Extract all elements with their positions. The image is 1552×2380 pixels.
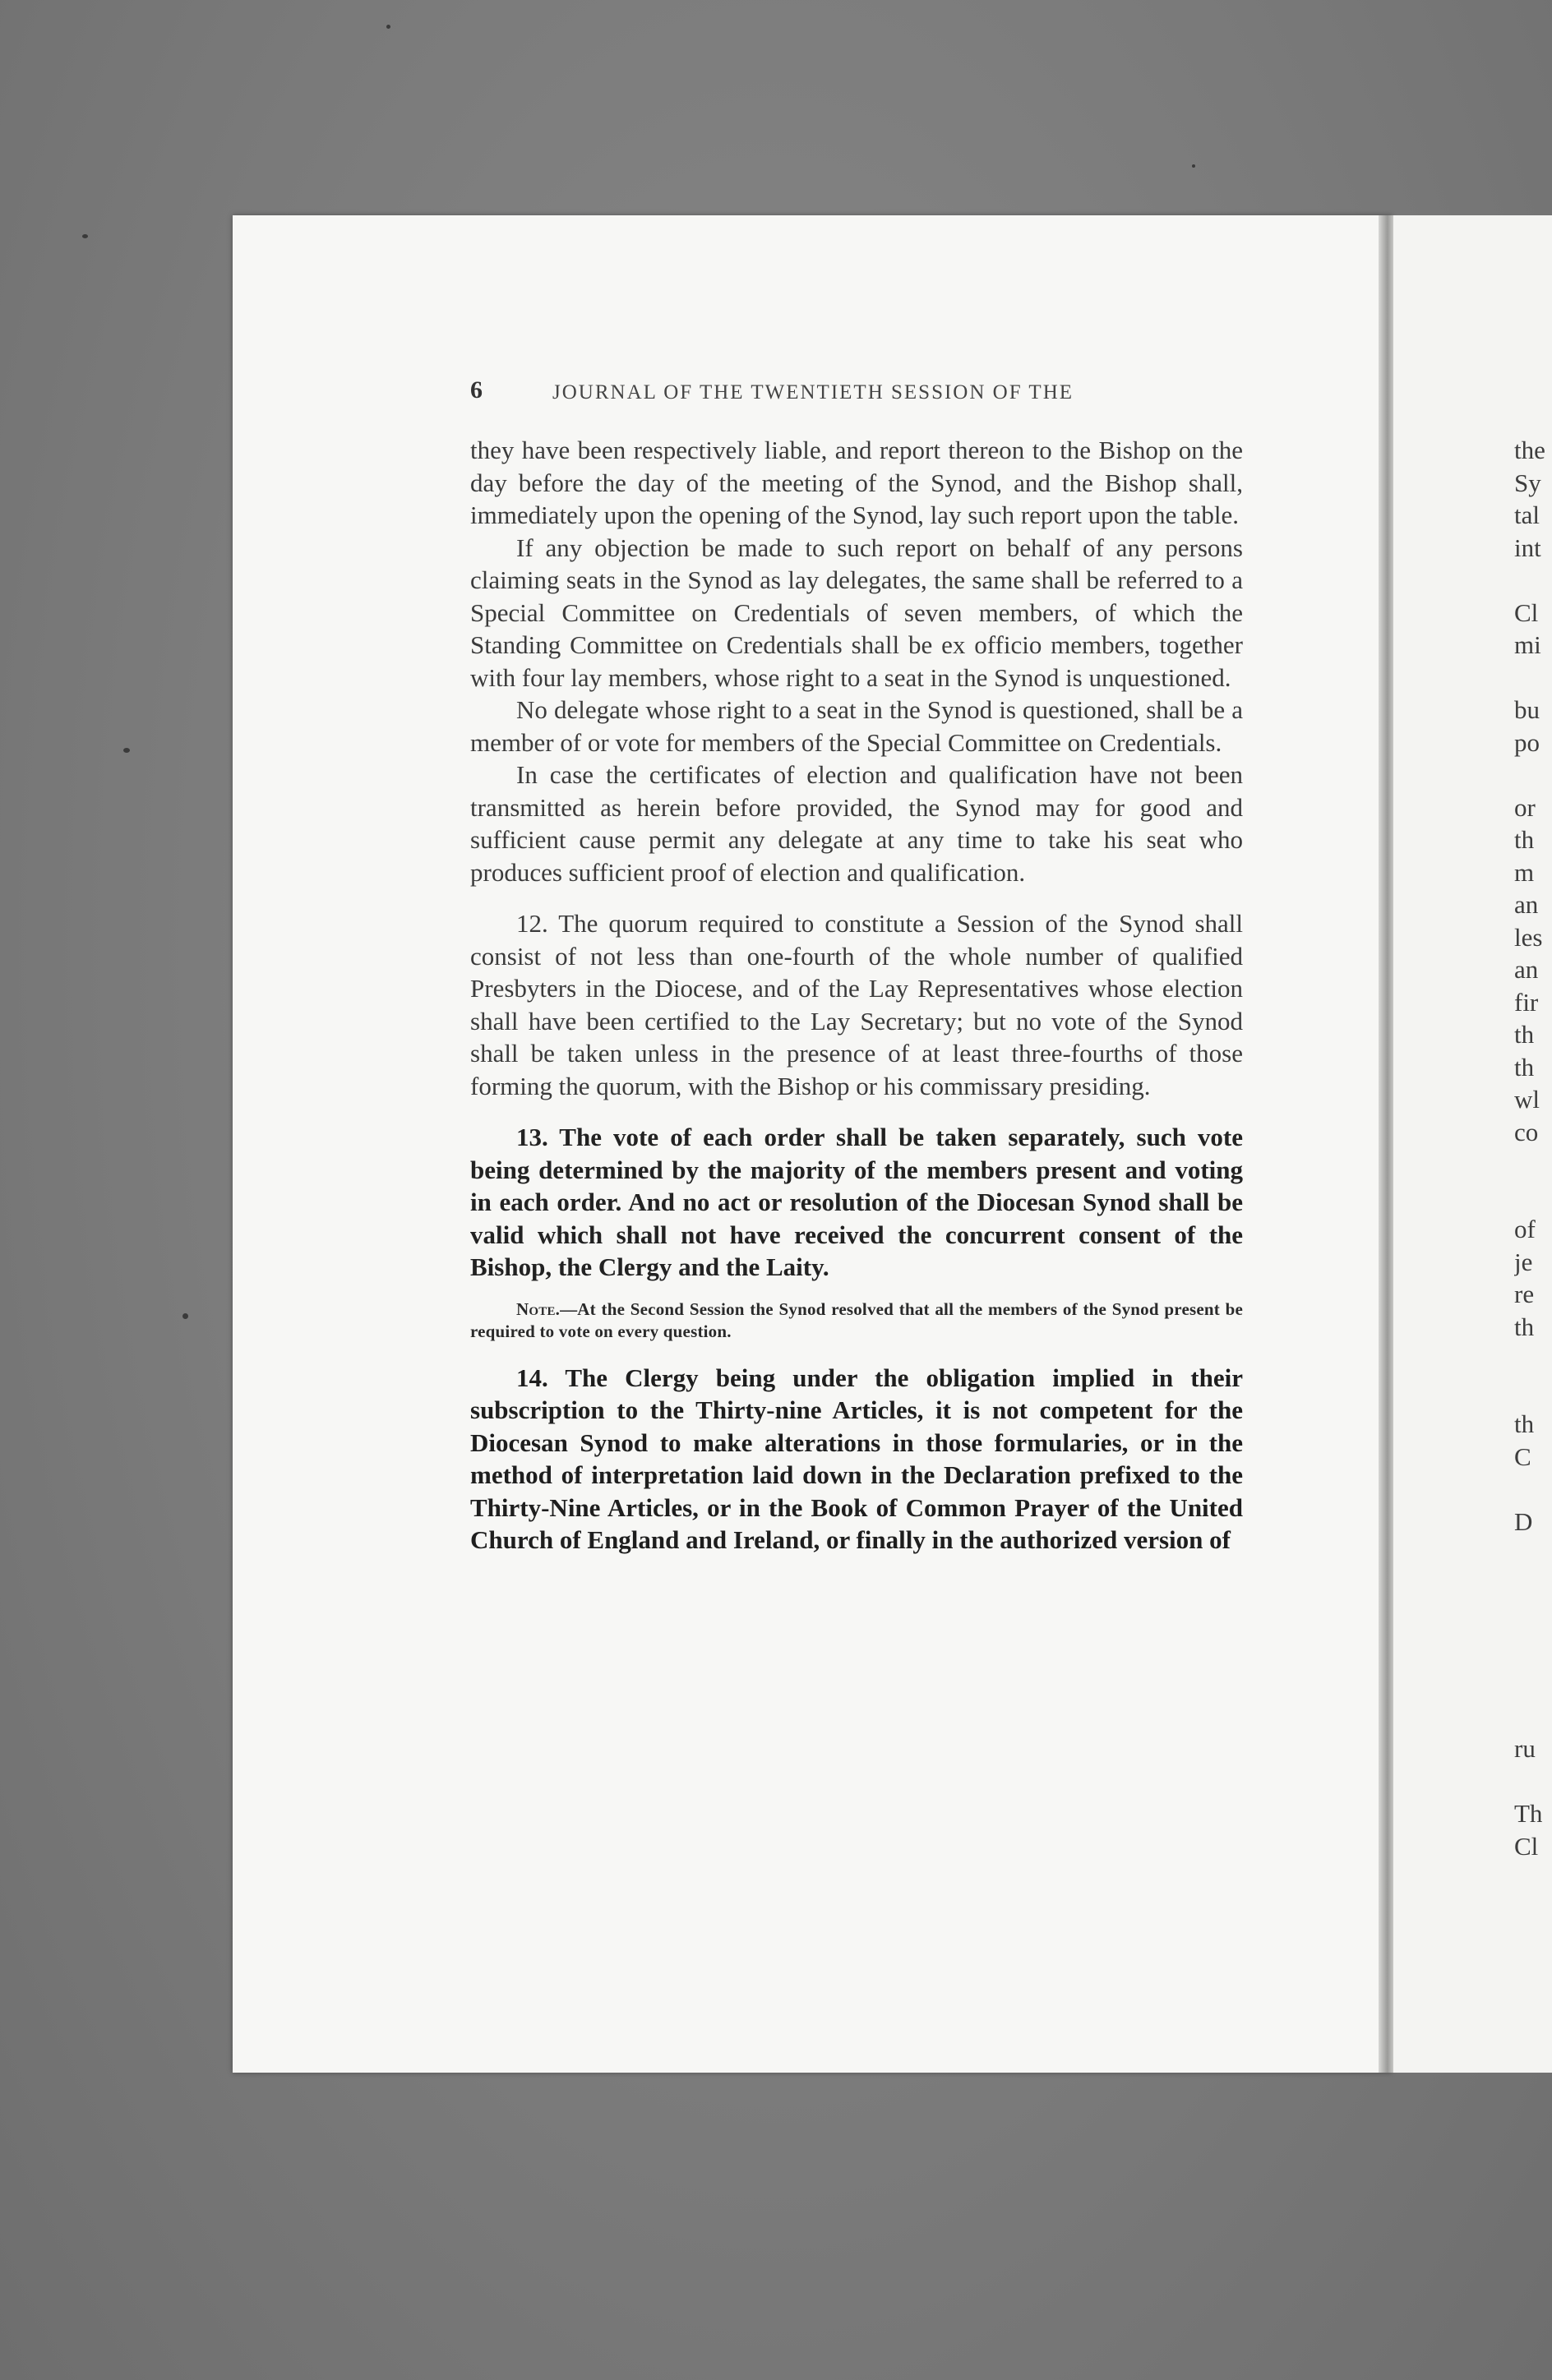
facing-page-fragment — [1514, 759, 1552, 791]
facing-page-fragment: Sy — [1514, 468, 1541, 497]
facing-page-fragment: an — [1514, 890, 1539, 919]
facing-page-fragment: co — [1514, 1117, 1539, 1146]
facing-page-fragment: re — [1514, 1280, 1535, 1308]
dust-speck — [1192, 164, 1195, 168]
facing-page-fragment — [1514, 1148, 1552, 1181]
facing-page-fragment: th — [1514, 1409, 1535, 1438]
dust-speck — [182, 1313, 188, 1319]
facing-page-fragment: th — [1514, 1052, 1535, 1082]
facing-page-fragment — [1514, 1700, 1552, 1733]
header-title: JOURNAL OF THE TWENTIETH SESSION OF THE — [552, 381, 1074, 404]
facing-page-fragments — [1514, 434, 1552, 1862]
facing-page-fragment: an — [1514, 955, 1539, 984]
facing-page-fragment: th — [1514, 1312, 1535, 1341]
facing-page-fragment — [1514, 1538, 1552, 1571]
paragraph: In case the certificates of election and qualification have not been transmitted as herein before provided, the Synod may for good and sufficient cause permit any delegate at any time to take his seat who produces sufficient proof of election and qualification. — [470, 760, 1243, 887]
section-14: 14. The Clergy being under the obligation implied in their subscription to the Thirty-nine Articles, it is not competent for the Diocesan Synod to make alterations in those formularies, or in the method of interpretation laid down in the Declaration prefixed to the Thirty-Nine Articles, or in the Book of Common Prayer of the United Church of England and Ireland, or finally in the authorized version of — [470, 1363, 1243, 1554]
facing-page-fragment — [1514, 564, 1552, 597]
facing-page-fragment: ru — [1514, 1734, 1536, 1763]
facing-page-fragment — [1514, 1765, 1552, 1798]
running-header — [470, 376, 1226, 413]
dust-speck — [386, 25, 390, 29]
section-12: 12. The quorum required to constitute a Session of the Synod shall consist of not less than one-fourth of the whole number of qualified Presbyters in the Diocese, and of the Lay Representatives whose election shall have been certified to the Lay Secretary; but no vote of the Synod shall be taken unless in the presence of at least three-fourths of those forming the quorum, with the Bishop or his commissary presiding. — [470, 909, 1243, 1100]
facing-page-fragment — [1514, 1376, 1552, 1409]
facing-page-fragment: Cl — [1514, 597, 1539, 627]
facing-page-fragment — [1514, 1635, 1552, 1668]
note-text: —At the Second Session the Synod resolved that all the members of the Synod present be required to vote on every question. — [470, 1298, 1243, 1341]
facing-page-fragment — [1514, 1667, 1552, 1700]
paragraph: they have been respectively liable, and report thereon to the Bishop on the day before the day of the meeting of the Synod, and the Bishop shall, immediately upon the opening of the Synod, lay such report upon the table. — [470, 436, 1243, 529]
facing-page-fragment — [1514, 662, 1552, 694]
facing-page-fragment: mi — [1514, 630, 1541, 659]
paragraph: No delegate whose right to a seat in the Synod is questioned, shall be a member of or vote for members of the Special Committee on Credentials. — [470, 695, 1243, 757]
facing-page-fragment: C — [1514, 1441, 1531, 1471]
facing-page-fragment: Th — [1514, 1799, 1543, 1828]
section-13: 13. The vote of each order shall be taken separately, such vote being determined by the majority of the members present and voting in each order. And no act or resolution of the Diocesan Synod shall be valid which shall not have received the concurrent consent of the Bishop, the Clergy and the Laity. — [470, 1123, 1243, 1281]
facing-page-fragment: D — [1514, 1506, 1533, 1536]
facing-page-fragment — [1514, 1603, 1552, 1635]
facing-page-fragment — [1514, 1571, 1552, 1603]
dust-speck — [82, 234, 88, 238]
paragraph: If any objection be made to such report on behalf of any persons claiming seats in the Synod as lay delegates, the same shall be referred to a Special Committee on Credentials of seven members, of which the Standing Committee on Credentials shall be ex officio members, together with four lay members, whose right to a seat in the Synod is unquestioned. — [470, 533, 1243, 692]
facing-page-fragment: of — [1514, 1215, 1536, 1243]
facing-page-fragment: th — [1514, 1020, 1535, 1049]
book-gutter — [1379, 215, 1393, 2073]
facing-page-fragment: th — [1514, 825, 1535, 854]
facing-page-fragment — [1514, 1181, 1552, 1214]
note-label: Note. — [516, 1298, 561, 1319]
facing-page-fragment: or — [1514, 792, 1536, 822]
page-number: 6 — [470, 376, 484, 404]
facing-page-fragment — [1514, 1343, 1552, 1376]
facing-page-fragment: wl — [1514, 1085, 1540, 1114]
facing-page-fragment: fir — [1514, 987, 1539, 1017]
facing-page-fragment: Cl — [1514, 1831, 1539, 1861]
facing-page-fragment: tal — [1514, 500, 1540, 529]
dust-speck — [123, 748, 130, 753]
facing-page-fragment: m — [1514, 857, 1535, 887]
facing-page-fragment: int — [1514, 533, 1541, 562]
page-body — [470, 434, 1243, 1557]
facing-page-fragment: bu — [1514, 695, 1540, 724]
facing-page-fragment: po — [1514, 727, 1540, 757]
facing-page-fragment: les — [1514, 922, 1543, 952]
facing-page-fragment — [1514, 1473, 1552, 1506]
footnote — [470, 1298, 1243, 1343]
facing-page-fragment: the — [1514, 436, 1545, 464]
facing-page-fragment: je — [1514, 1247, 1533, 1276]
